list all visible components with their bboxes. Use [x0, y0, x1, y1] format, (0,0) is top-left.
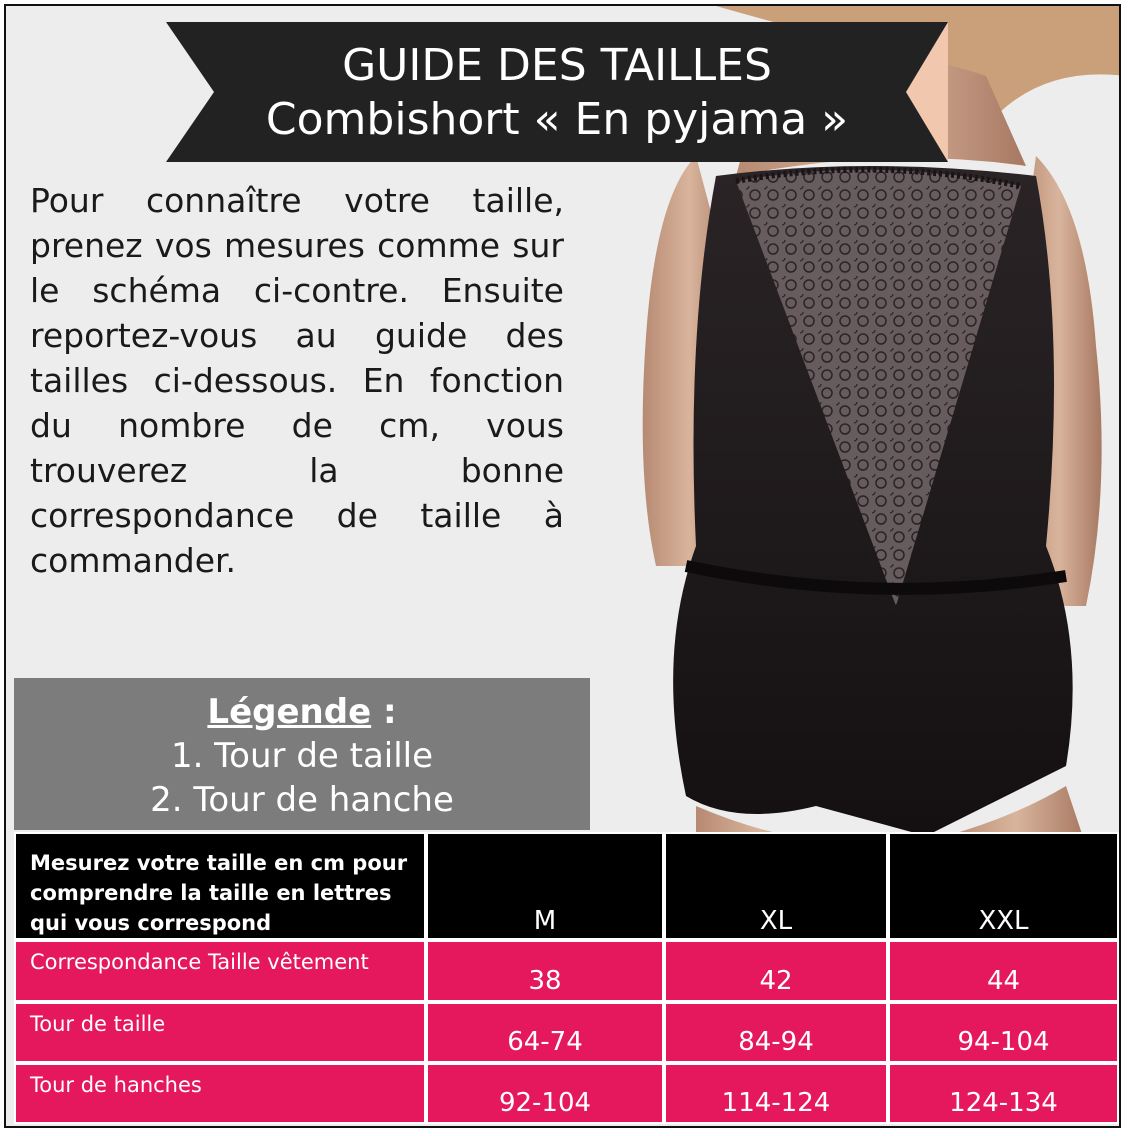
title-banner — [166, 22, 948, 162]
cell-value: 114-124 — [721, 1088, 831, 1118]
legend-item-hip: 2. Tour de hanche — [150, 780, 454, 820]
size-header: XL — [759, 906, 793, 936]
value-cell — [426, 1002, 664, 1063]
legend-box — [14, 678, 590, 830]
table-row — [14, 1002, 1119, 1063]
size-table — [14, 832, 1119, 1124]
value-cell — [664, 1002, 888, 1063]
size-header-cell — [426, 832, 664, 940]
value-cell — [888, 1002, 1119, 1063]
row-label: Tour de hanches — [30, 1073, 202, 1097]
row-label-cell — [14, 1063, 426, 1124]
row-label: Correspondance Taille vêtement — [30, 950, 369, 974]
row-label-cell — [14, 940, 426, 1002]
banner-title: GUIDE DES TAILLES — [342, 40, 772, 91]
legend-item-waist: 1. Tour de taille — [170, 736, 434, 776]
value-cell — [426, 940, 664, 1002]
table-row — [14, 1063, 1119, 1124]
cell-value: 44 — [986, 966, 1021, 996]
size-header-cell — [664, 832, 888, 940]
legend-title — [14, 692, 590, 732]
header-label: Mesurez votre taille en cm pour comprendre la taille en lettres qui vous correspond — [30, 851, 408, 935]
value-cell — [426, 1063, 664, 1124]
banner-subtitle: Combishort « En pyjama » — [265, 94, 849, 145]
cell-value: 94-104 — [957, 1027, 1050, 1057]
cell-value: 92-104 — [498, 1088, 592, 1118]
value-cell — [888, 940, 1119, 1002]
table-header-row — [14, 832, 1119, 940]
value-cell — [888, 1063, 1119, 1124]
legend-title-text: Légende — [207, 692, 372, 732]
cell-value: 38 — [528, 966, 562, 996]
value-cell — [664, 940, 888, 1002]
size-header: M — [533, 906, 557, 936]
cell-value: 124-134 — [949, 1088, 1058, 1118]
value-cell — [664, 1063, 888, 1124]
size-guide-card — [4, 4, 1121, 1128]
size-header-cell — [888, 832, 1119, 940]
row-label: Tour de taille — [30, 1012, 166, 1036]
size-header: XXL — [978, 906, 1029, 936]
cell-value: 64-74 — [507, 1027, 583, 1057]
header-label-cell — [14, 832, 426, 940]
legend-colon: : — [371, 692, 397, 732]
cell-value: 42 — [759, 966, 793, 996]
cell-value: 84-94 — [738, 1027, 814, 1057]
intro-paragraph: Pour connaître votre taille, prenez vos mesures comme sur le schéma ci-contre. Ensuite reportez-vous au guide des tailles ci-dessous. En fonction du nombre de cm, vous trouverez la bonne correspondance de taille à commander. — [30, 181, 564, 580]
table-row — [14, 940, 1119, 1002]
row-label-cell — [14, 1002, 426, 1063]
